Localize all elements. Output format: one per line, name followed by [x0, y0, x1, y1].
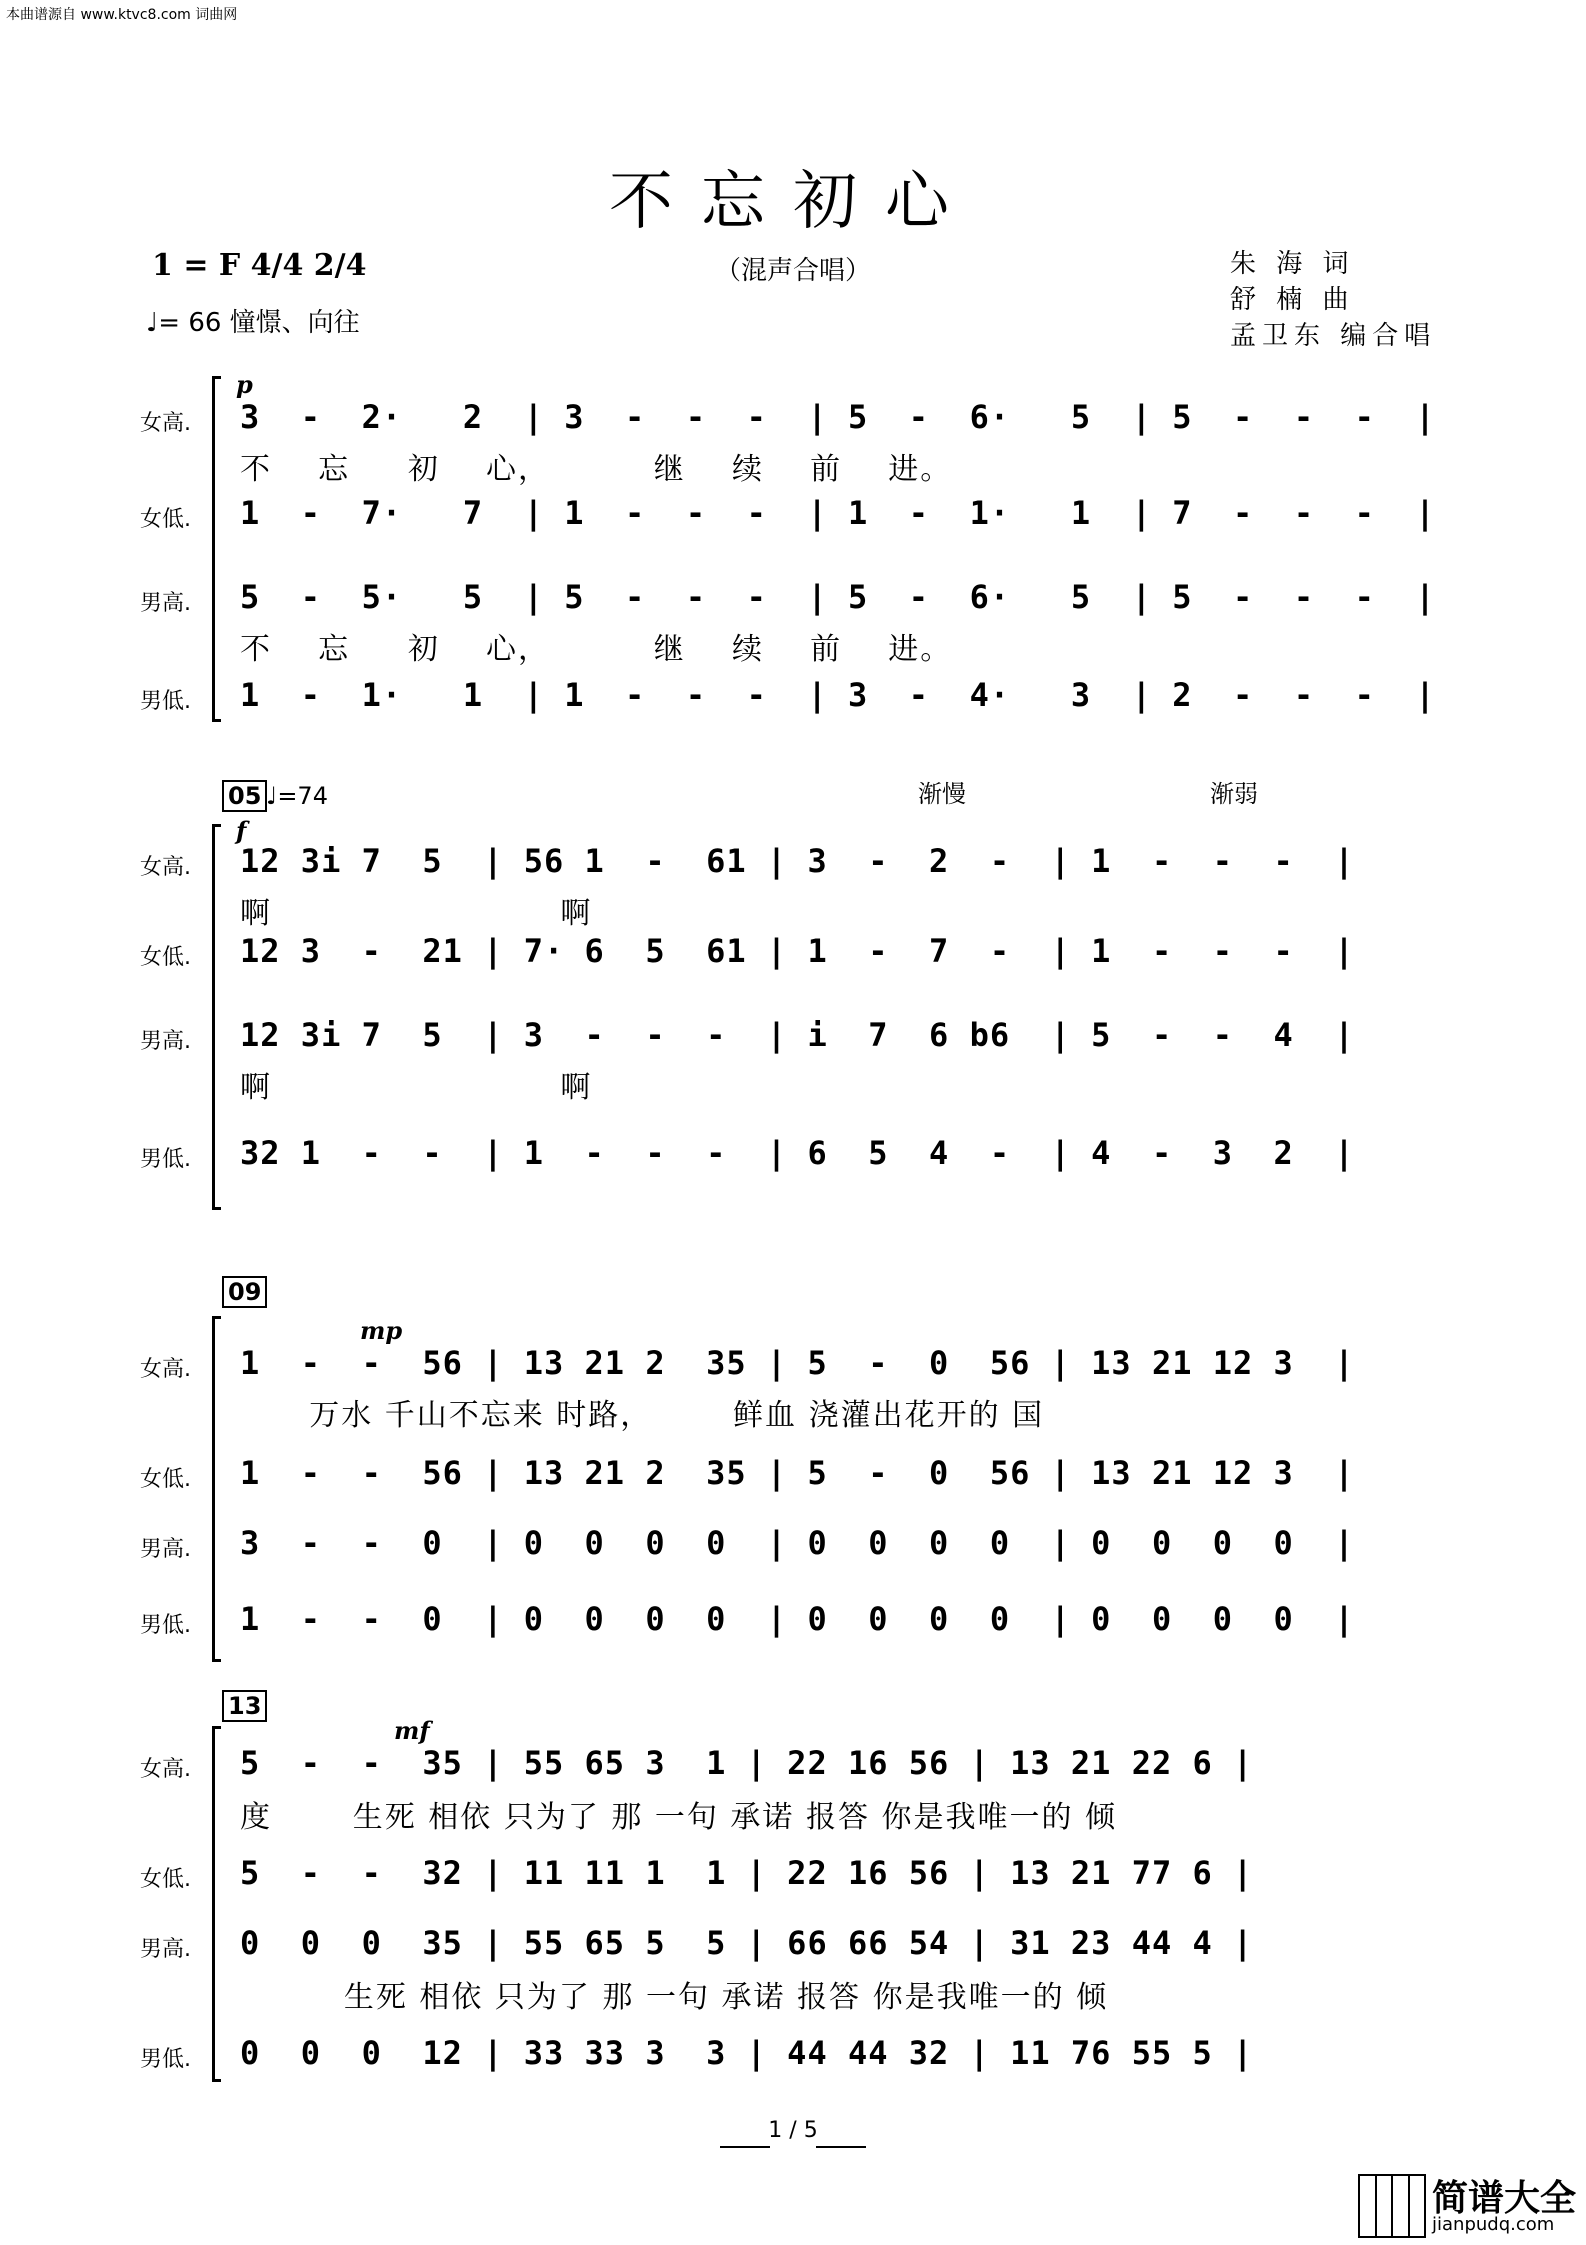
- voice-soprano: 女高.: [140, 855, 191, 880]
- key-signature: 1 = F 4/4 2/4: [152, 248, 367, 283]
- voice-tenor: 男高.: [140, 591, 191, 616]
- voice-bass: 男低.: [140, 689, 191, 714]
- tenor-lyrics: 啊 啊: [240, 1070, 593, 1105]
- logo-url: jianpudq.com: [1432, 2214, 1555, 2235]
- expression-dim: 渐弱: [1210, 780, 1258, 808]
- bass-notes: 0 0 0 12 | 33 33 3 3 | 44 44 32 | 11 76 55 5 |: [240, 2034, 1254, 2072]
- expression-rit: 渐慢: [918, 780, 966, 808]
- bass-notes: 1 - 1· 1 | 1 - - - | 3 - 4· 3 | 2 - - - |: [240, 676, 1436, 714]
- soprano-lyrics: 度 生死 相依 只为了 那 一句 承诺 报答 你是我唯一的 倾: [240, 1800, 1118, 1835]
- soprano-notes: 3 - 2· 2 | 3 - - - | 5 - 6· 5 | 5 - - - |: [240, 398, 1436, 436]
- voice-bass: 男低.: [140, 1147, 191, 1172]
- tempo-marking: ♩= 66 憧憬、向往: [146, 308, 360, 338]
- song-subtitle: （混声合唱）: [714, 256, 871, 286]
- logo-name: 简谱大全: [1432, 2178, 1577, 2219]
- voice-alto: 女低.: [140, 507, 191, 532]
- voice-soprano: 女高.: [140, 411, 191, 436]
- voice-tenor: 男高.: [140, 1937, 191, 1962]
- composer: 舒 楠 曲: [1230, 285, 1355, 315]
- voice-tenor: 男高.: [140, 1537, 191, 1562]
- voice-alto: 女低.: [140, 945, 191, 970]
- soprano-lyrics: 万水 千山不忘来 时路， 鲜血 浇灌出花开的 国: [240, 1398, 1045, 1433]
- voice-alto: 女低.: [140, 1867, 191, 1892]
- voice-tenor: 男高.: [140, 1029, 191, 1054]
- voice-soprano: 女高.: [140, 1757, 191, 1782]
- score-system-3: [0, 1276, 1586, 1676]
- alto-notes: 12 3 - 21 | 7· 6 5 61 | 1 - 7 - | 1 - - - |: [240, 932, 1355, 970]
- voice-bass: 男低.: [140, 2047, 191, 2072]
- system-brace: [212, 1726, 221, 2082]
- soprano-lyrics: 啊 啊: [240, 896, 593, 931]
- voice-bass: 男低.: [140, 1613, 191, 1638]
- score-system-1: [0, 370, 1586, 730]
- tenor-notes: 3 - - 0 | 0 0 0 0 | 0 0 0 0 | 0 0 0 0 |: [240, 1524, 1355, 1562]
- tenor-notes: 12 3i 7 5 | 3 - - - | i 7 6 b6 | 5 - - 4 |: [240, 1016, 1355, 1054]
- dynamic-mark: p: [236, 370, 253, 399]
- dynamic-mark: mp: [360, 1316, 403, 1345]
- voice-soprano: 女高.: [140, 1357, 191, 1382]
- measure-number: 13: [222, 1690, 267, 1722]
- bass-notes: 32 1 - - | 1 - - - | 6 5 4 - | 4 - 3 2 |: [240, 1134, 1355, 1172]
- bass-notes: 1 - - 0 | 0 0 0 0 | 0 0 0 0 | 0 0 0 0 |: [240, 1600, 1355, 1638]
- system-brace: [212, 376, 221, 722]
- soprano-notes: 12 3i 7 5 | 56 1 - 61 | 3 - 2 - | 1 - - - |: [240, 842, 1355, 880]
- tenor-notes: 5 - 5· 5 | 5 - - - | 5 - 6· 5 | 5 - - - |: [240, 578, 1436, 616]
- dynamic-mark: f: [236, 816, 247, 845]
- site-logo[interactable]: [1340, 2170, 1580, 2240]
- page-rule-left: [720, 2146, 770, 2148]
- song-title: 不忘初心: [609, 165, 977, 239]
- system-brace: [212, 824, 221, 1210]
- soprano-notes: 1 - - 56 | 13 21 2 35 | 5 - 0 56 | 13 21 12 3 |: [240, 1344, 1355, 1382]
- measure-number: 05: [222, 780, 267, 812]
- piano-icon: [1358, 2174, 1426, 2238]
- score-system-4: [0, 1690, 1586, 2090]
- arranger: 孟卫东 编合唱: [1230, 321, 1437, 351]
- alto-notes: 1 - - 56 | 13 21 2 35 | 5 - 0 56 | 13 21 12 3 |: [240, 1454, 1355, 1492]
- score-system-2: [0, 780, 1586, 1220]
- measure-number: 09: [222, 1276, 267, 1308]
- tenor-lyrics: 生死 相依 只为了 那 一句 承诺 报答 你是我唯一的 倾: [240, 1980, 1109, 2015]
- alto-notes: 5 - - 32 | 11 11 1 1 | 22 16 56 | 13 21 77 6 |: [240, 1854, 1254, 1892]
- soprano-notes: 5 - - 35 | 55 65 3 1 | 22 16 56 | 13 21 22 6 |: [240, 1744, 1254, 1782]
- alto-notes: 1 - 7· 7 | 1 - - - | 1 - 1· 1 | 7 - - - |: [240, 494, 1436, 532]
- dynamic-mark: mf: [394, 1716, 430, 1745]
- voice-alto: 女低.: [140, 1467, 191, 1492]
- tenor-lyrics: 不 忘 初 心， 继 续 前 进。: [240, 632, 953, 667]
- credits: [1230, 246, 1436, 354]
- system-brace: [212, 1316, 221, 1662]
- lyricist: 朱 海 词: [1230, 249, 1355, 279]
- page-number: 1 / 5: [768, 2118, 818, 2143]
- page-rule-right: [816, 2146, 866, 2148]
- tempo-change: ♩=74: [266, 782, 328, 810]
- tenor-notes: 0 0 0 35 | 55 65 5 5 | 66 66 54 | 31 23 44 4 |: [240, 1924, 1254, 1962]
- soprano-lyrics: 不 忘 初 心， 继 续 前 进。: [240, 452, 953, 487]
- source-note: 本曲谱源自 www.ktvc8.com 词曲网: [6, 7, 238, 23]
